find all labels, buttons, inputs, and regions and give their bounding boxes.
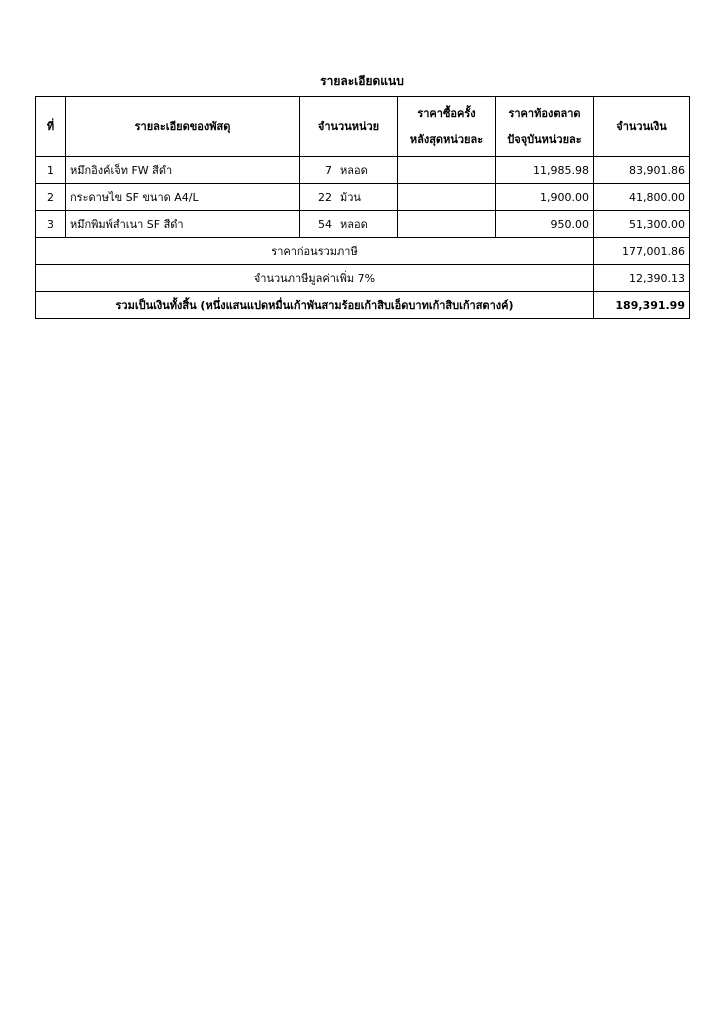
item-no: 3 [36, 211, 66, 238]
header-quantity: จำนวนหน่วย [300, 97, 398, 157]
header-amount: จำนวนเงิน [594, 97, 690, 157]
item-qty-number: 22 [318, 191, 332, 204]
header-last-price [398, 97, 496, 157]
item-market-price: 1,900.00 [496, 184, 594, 211]
item-last-price [398, 211, 496, 238]
item-last-price [398, 157, 496, 184]
vat-value: 12,390.13 [594, 265, 690, 292]
total-value: 189,391.99 [594, 292, 690, 319]
subtotal-label: ราคาก่อนรวมภาษี [36, 238, 594, 265]
page-title: รายละเอียดแนบ [320, 74, 404, 88]
item-unit: หลอด [340, 164, 368, 177]
item-market-price: 950.00 [496, 211, 594, 238]
item-description: กระดาษไข SF ขนาด A4/L [66, 184, 300, 211]
item-amount: 51,300.00 [594, 211, 690, 238]
subtotal-value: 177,001.86 [594, 238, 690, 265]
item-no: 1 [36, 157, 66, 184]
item-unit: ม้วน [340, 191, 361, 204]
item-description: หมึกอิงค์เจ็ท FW สีดำ [66, 157, 300, 184]
header-no: ที่ [36, 97, 66, 157]
vat-row [36, 265, 690, 292]
item-quantity [300, 157, 398, 184]
item-quantity [300, 184, 398, 211]
item-qty-number: 54 [318, 218, 332, 231]
header-row [36, 97, 690, 157]
header-market-price-line1: ราคาท้องตลาด [508, 106, 581, 120]
item-qty-number: 7 [325, 164, 332, 177]
header-last-price-line2: หลังสุดหน่วยละ [409, 132, 484, 146]
item-amount: 41,800.00 [594, 184, 690, 211]
table-row [36, 157, 690, 184]
vat-label: จำนวนภาษีมูลค่าเพิ่ม 7% [36, 265, 594, 292]
table-row [36, 211, 690, 238]
header-market-price [496, 97, 594, 157]
table-header [36, 97, 690, 157]
item-market-price: 11,985.98 [496, 157, 594, 184]
item-amount: 83,901.86 [594, 157, 690, 184]
item-last-price [398, 184, 496, 211]
item-no: 2 [36, 184, 66, 211]
item-description: หมึกพิมพ์สำเนา SF สีดำ [66, 211, 300, 238]
total-label: รวมเป็นเงินทั้งสิ้น (หนึ่งแสนแปดหมื่นเก้าพันสามร้อยเก้าสิบเอ็ดบาทเก้าสิบเก้าสตางค์) [36, 292, 594, 319]
total-row [36, 292, 690, 319]
table-row [36, 184, 690, 211]
item-quantity [300, 211, 398, 238]
header-description: รายละเอียดของพัสดุ [66, 97, 300, 157]
item-unit: หลอด [340, 218, 368, 231]
subtotal-row [36, 238, 690, 265]
header-last-price-line1: ราคาซื้อครั้ง [417, 106, 476, 120]
header-market-price-line2: ปัจจุบันหน่วยละ [507, 132, 582, 146]
items-table [35, 96, 690, 319]
